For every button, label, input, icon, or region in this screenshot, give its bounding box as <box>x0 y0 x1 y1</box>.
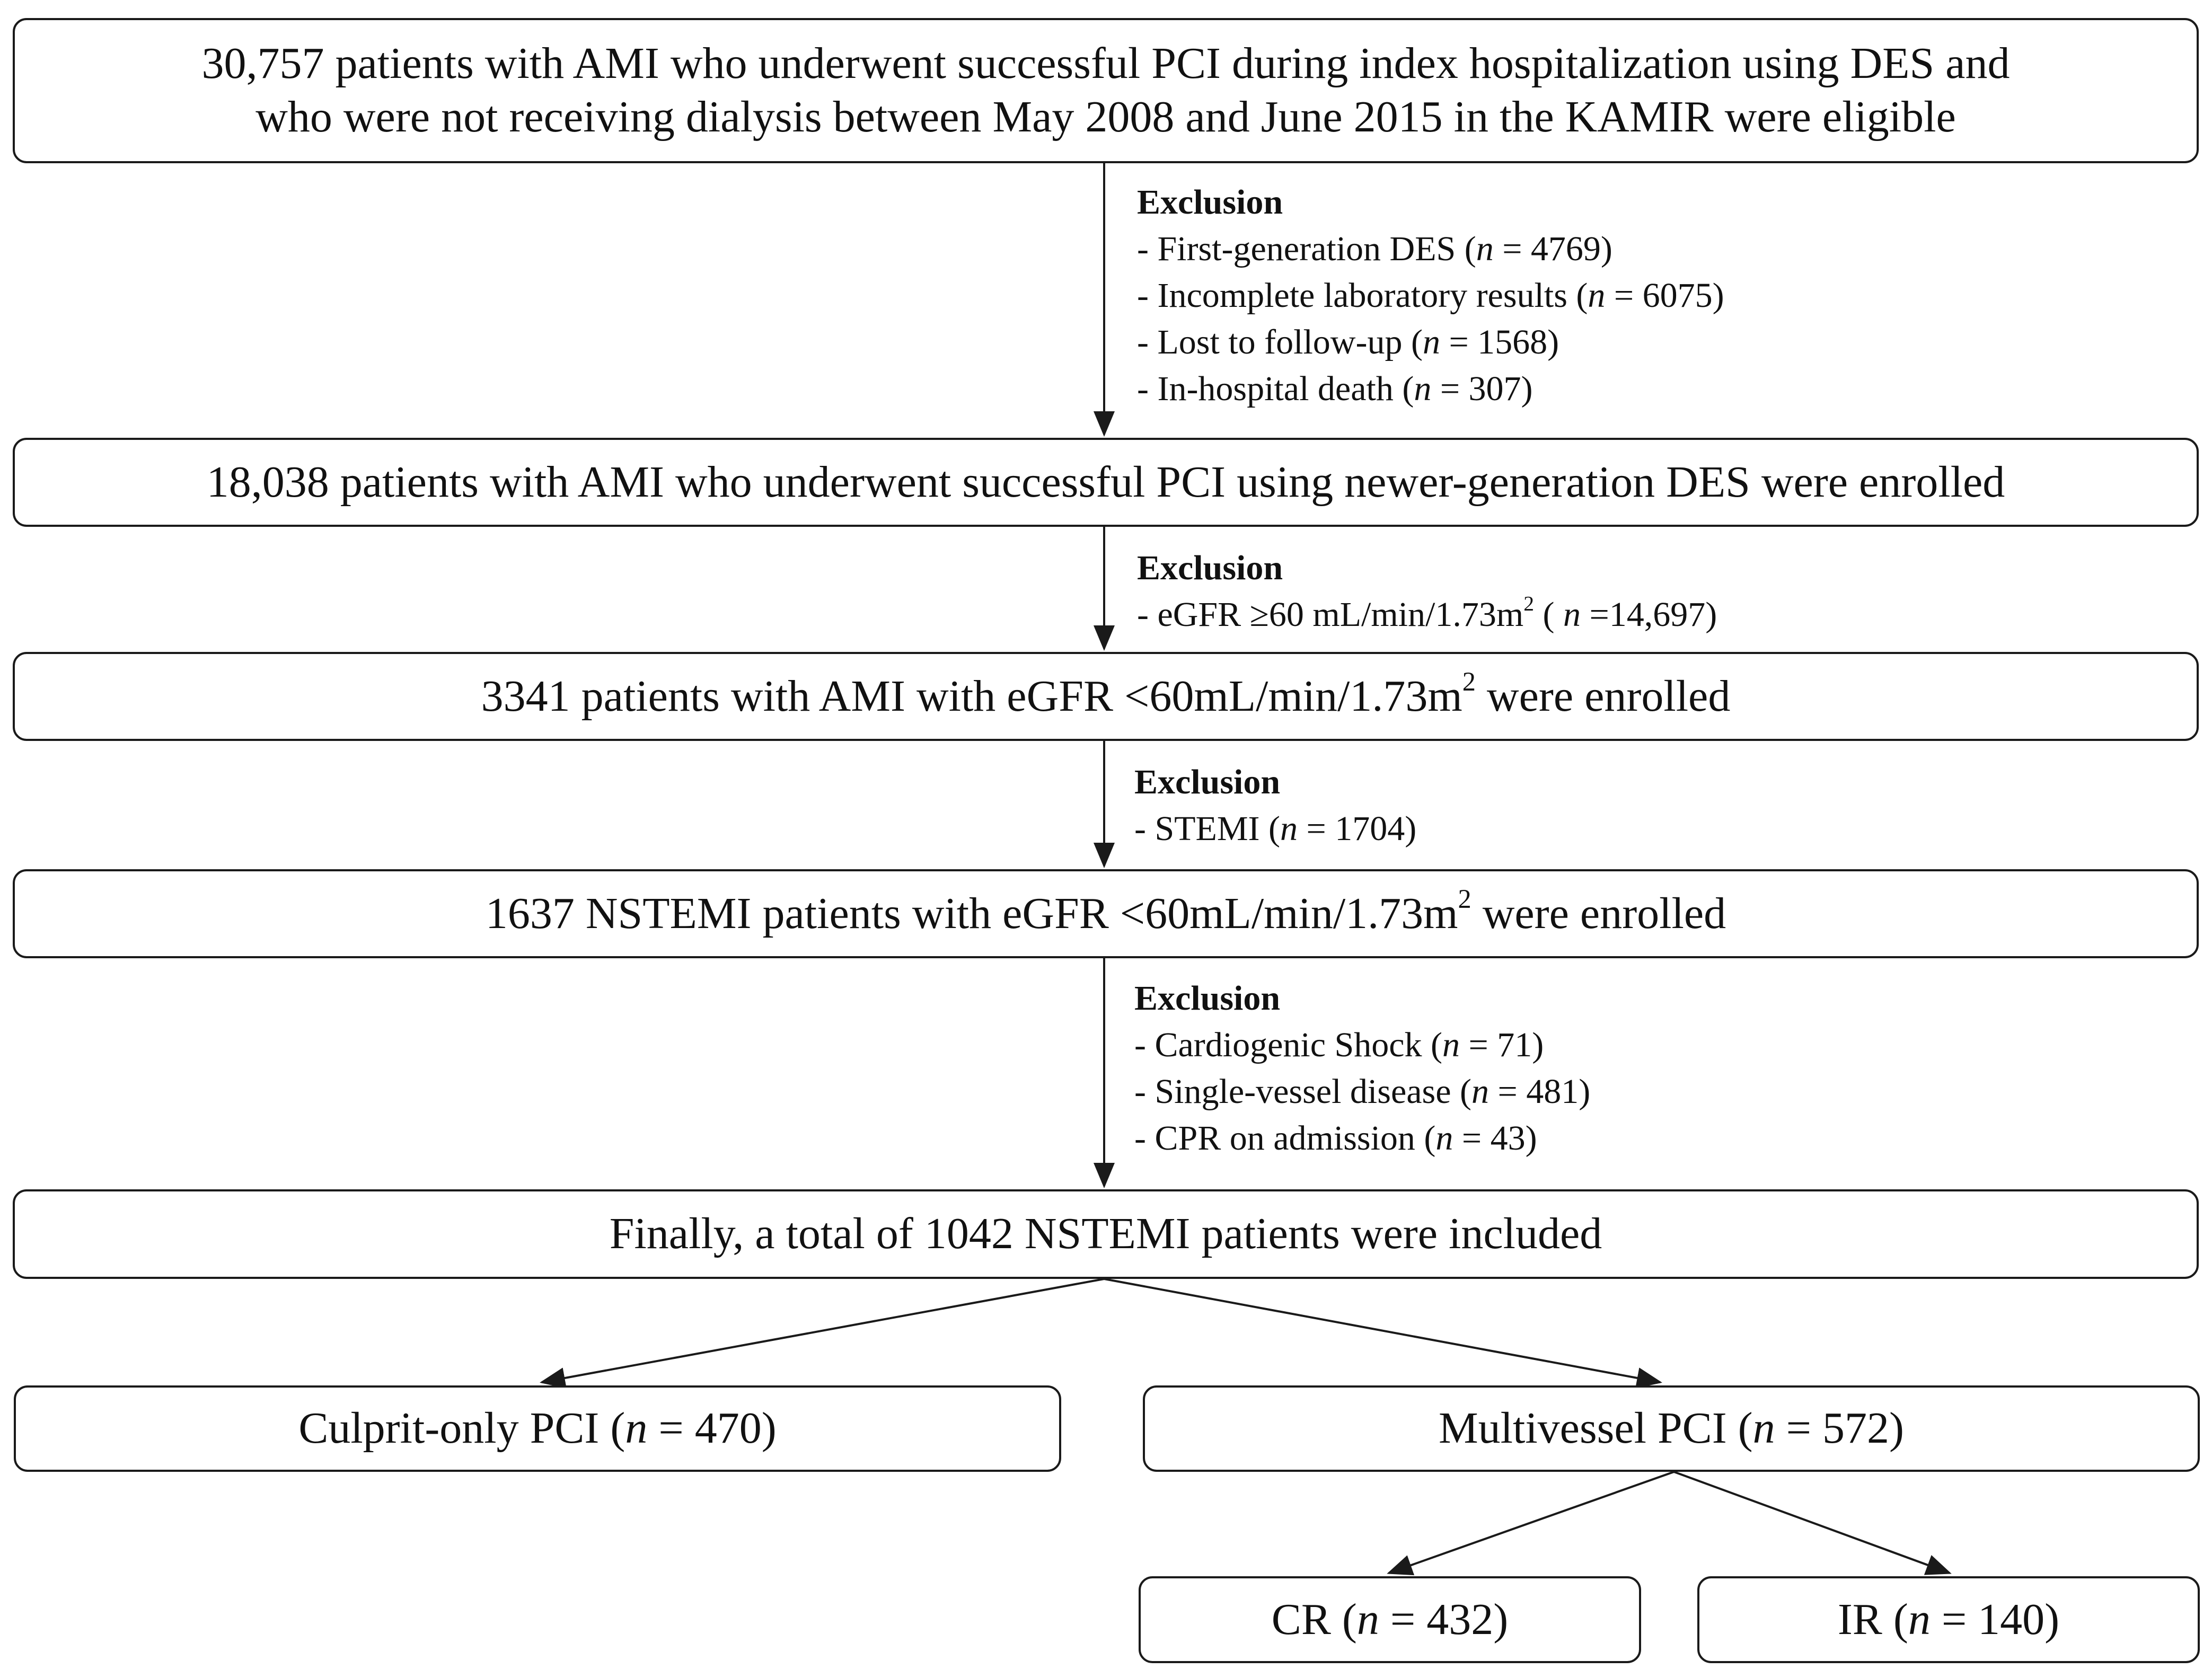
arrow-final-to-culprit <box>542 1279 1104 1382</box>
ir-text: IR (n = 140) <box>1837 1594 2060 1644</box>
newer-gen-text: 18,038 patients with AMI who underwent successful PCI using newer-generation DES were enrolled <box>206 457 2005 507</box>
eligible-box <box>13 18 2199 163</box>
arrow-multivessel-to-ir <box>1674 1472 1950 1573</box>
exclusion-item-single-vessel: - Single-vessel disease (n = 481) <box>1134 1072 1591 1111</box>
exclusion-heading: Exclusion <box>1137 549 1283 587</box>
exclusion-item-in-hospital-death: - In-hospital death (n = 307) <box>1137 369 1533 408</box>
cr-text: CR (n = 432) <box>1271 1594 1509 1644</box>
exclusion-item-incomplete-lab: - Incomplete laboratory results (n = 6075) <box>1137 276 1724 315</box>
exclusion-block-1 <box>1137 179 1724 412</box>
arrow-final-to-multivessel <box>1104 1279 1660 1382</box>
ir-box <box>1697 1576 2200 1663</box>
exclusion-heading: Exclusion <box>1134 763 1281 801</box>
arrow-multivessel-to-cr <box>1389 1472 1674 1573</box>
final-text: Finally, a total of 1042 NSTEMI patients were included <box>609 1209 1602 1259</box>
nstemi-text: 1637 NSTEMI patients with eGFR $<60mL/\min/1.73m^2$ were enrolled <box>485 884 1726 938</box>
newer-gen-box <box>13 438 2199 527</box>
exclusion-block-4 <box>1134 975 1590 1162</box>
egfr-box <box>13 652 2199 741</box>
culprit-only-text: Culprit-only PCI (n = 470) <box>298 1403 777 1453</box>
exclusion-block-3 <box>1134 759 1416 852</box>
exclusion-item-stemi: - STEMI (n = 1704) <box>1134 809 1417 848</box>
multivessel-text: Multivessel PCI (n = 572) <box>1438 1403 1905 1453</box>
egfr-text: 3341 patients with AMI with eGFR $<60mL/\min/1.73m^2$ were enrolled <box>481 666 1731 721</box>
exclusion-heading: Exclusion <box>1134 979 1281 1018</box>
eligible-text <box>202 37 2010 144</box>
exclusion-heading: Exclusion <box>1137 183 1283 222</box>
exclusion-item-lost-follow-up: - Lost to follow-up (n = 1568) <box>1137 323 1559 361</box>
cr-box <box>1139 1576 1641 1663</box>
nstemi-box <box>13 869 2199 958</box>
exclusion-block-2 <box>1137 545 1717 638</box>
culprit-only-box <box>14 1385 1061 1472</box>
exclusion-item-first-generation-des: - First-generation DES (n = 4769) <box>1137 229 1612 268</box>
multivessel-box <box>1143 1385 2200 1472</box>
eligible-line-1: 30,757 patients with AMI who underwent successful PCI during index hospitalization using DES and <box>201 39 2010 89</box>
exclusion-item-cardiogenic-shock: - Cardiogenic Shock (n = 71) <box>1134 1026 1544 1064</box>
exclusion-item-egfr: - eGFR ≥60 $mL/\min/1.73m^2$ ( n =14,697) <box>1137 591 1717 634</box>
exclusion-item-cpr: - CPR on admission (n = 43) <box>1134 1119 1537 1158</box>
final-box <box>13 1189 2199 1279</box>
eligible-line-2: who were not receiving dialysis between May 2008 and June 2015 in the KAMIR were eligible <box>255 92 1956 142</box>
